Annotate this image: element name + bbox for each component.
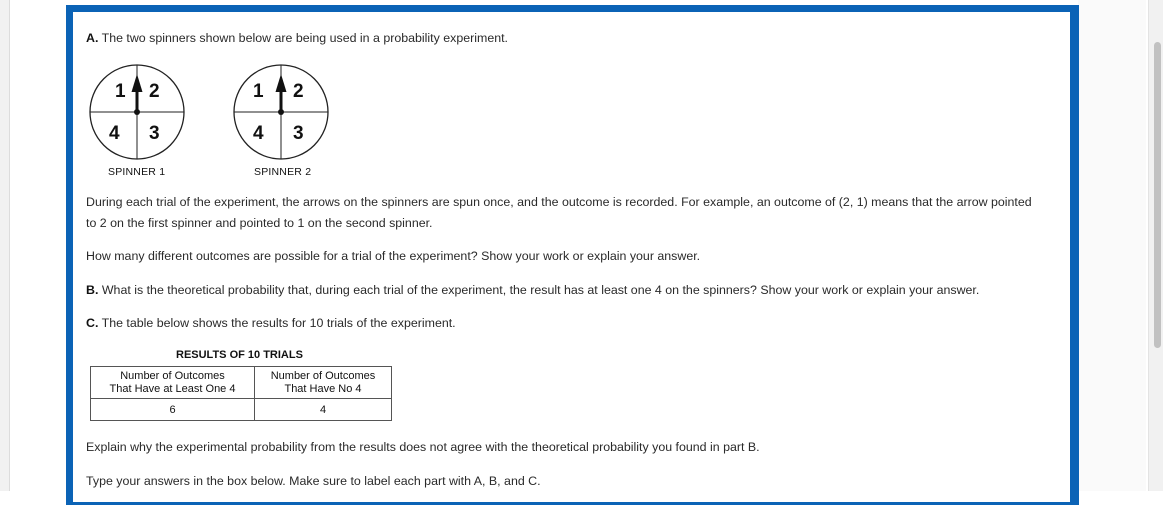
part-a-label: A. (86, 31, 99, 45)
scrollbar-thumb[interactable] (1154, 42, 1161, 348)
part-a-text: The two spinners shown below are being used in a probability experiment. (101, 31, 508, 45)
trial-description-line-1: During each trial of the experiment, the arrows on the spinners are spun once, and the outcome is recorded. For example, an outcome of (2, 1) means that the arrow pointed (86, 195, 1032, 209)
part-c-label: C. (86, 316, 99, 330)
trial-description-line-2: to 2 on the first spinner and pointed to 1 on the second spinner. (86, 216, 433, 230)
header-no-4: Number of Outcomes That Have No 4 (255, 367, 392, 399)
spinner-1-section-4: 4 (109, 123, 120, 144)
spinner-2-label: SPINNER 2 (254, 166, 312, 178)
part-c-text: The table below shows the results for 10 trials of the experiment. (101, 316, 456, 330)
results-table-row (91, 399, 392, 421)
spinner-2-section-3: 3 (293, 123, 304, 144)
results-table (90, 366, 392, 421)
spinner-1-section-1: 1 (115, 81, 126, 102)
spinner-1 (87, 62, 187, 162)
results-table-header-row (91, 367, 392, 399)
header-at-least-one-4: Number of Outcomes That Have at Least One 4 (91, 367, 255, 399)
part-b-question (86, 282, 979, 298)
right-gutter (1078, 0, 1146, 491)
spinner-1-section-2: 2 (149, 81, 160, 102)
part-b-text: What is the theoretical probability that, during each trial of the experiment, the result has at least one 4 on the spinners? Show your work or explain your answer. (101, 283, 980, 297)
spinner-2-section-1: 1 (253, 81, 264, 102)
answer-instructions: Type your answers in the box below. Make sure to label each part with A, B, and C. (86, 474, 541, 488)
part-a-intro (86, 30, 508, 46)
spinner-2 (231, 62, 331, 162)
spinner-2-section-4: 4 (253, 123, 264, 144)
results-table-title: RESULTS OF 10 TRIALS (176, 349, 303, 361)
explain-question: Explain why the experimental probability from the results does not agree with the theoretical probability you found in part B. (86, 440, 760, 454)
how-many-outcomes-question: How many different outcomes are possible for a trial of the experiment? Show your work or explain your answer. (86, 249, 701, 263)
spinner-1-label: SPINNER 1 (108, 166, 166, 178)
value-no-4: 4 (255, 399, 392, 421)
spinner-2-section-2: 2 (293, 81, 304, 102)
left-gutter (0, 0, 10, 491)
part-b-label: B. (86, 283, 99, 297)
part-c-question (86, 315, 456, 331)
spinner-1-section-3: 3 (149, 123, 160, 144)
value-at-least-one-4: 6 (91, 399, 255, 421)
